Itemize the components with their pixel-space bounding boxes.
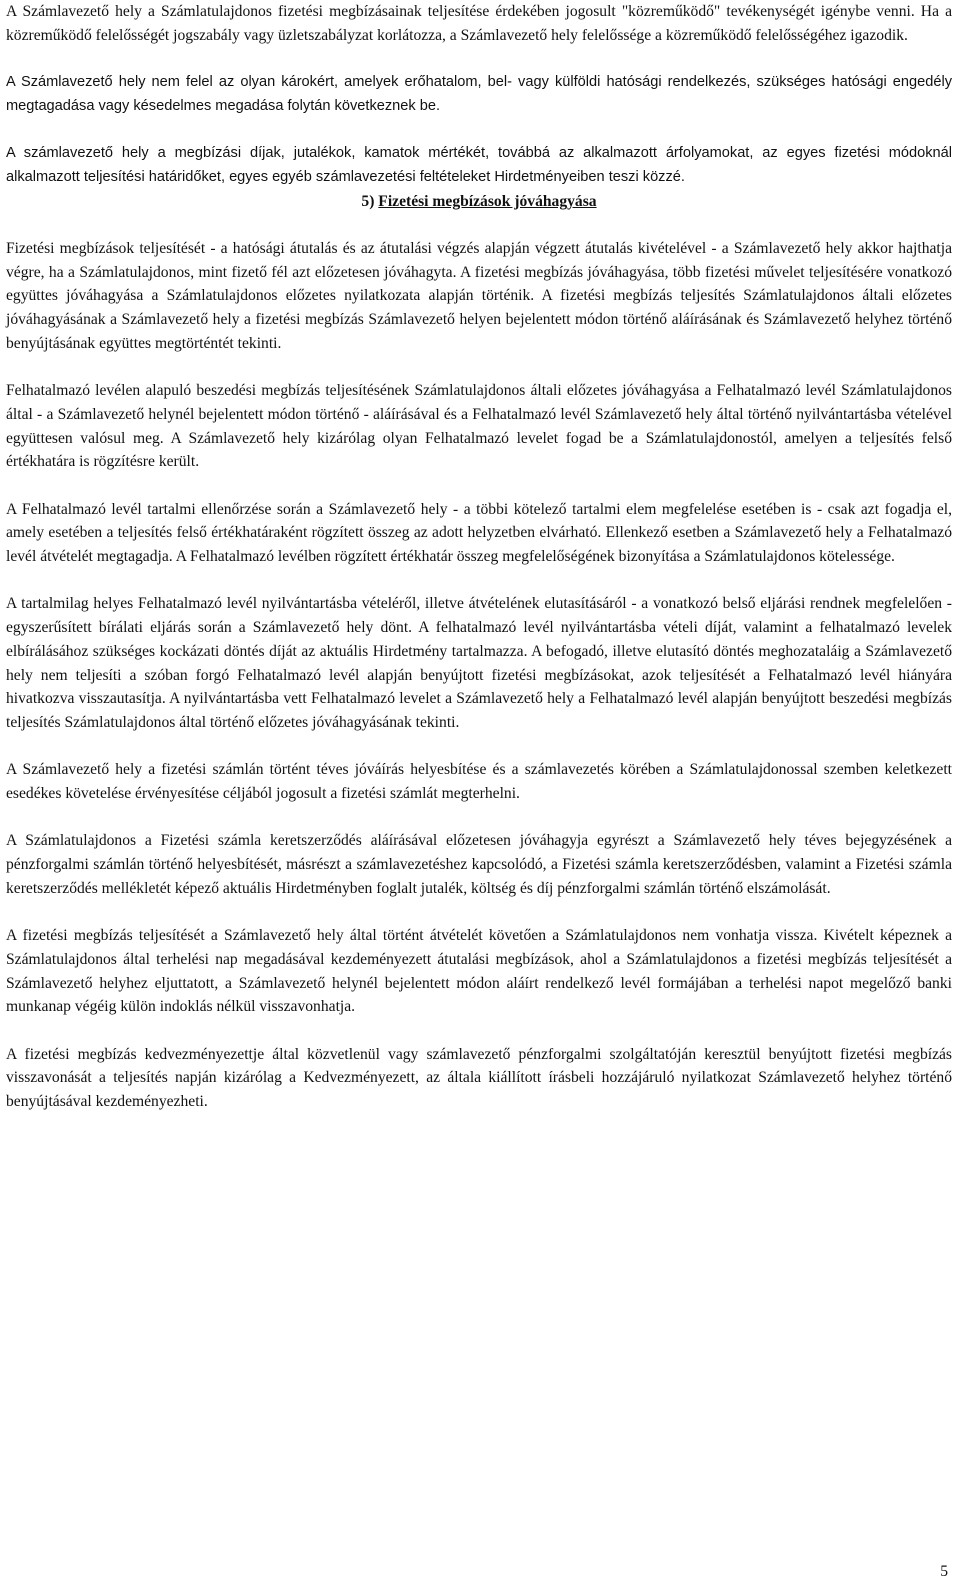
page-number: 5 <box>940 1563 948 1580</box>
paragraph-revocation: A fizetési megbízás teljesítését a Számlavezető hely által történt átvételét követően a Számlatulajdonos nem vonhatja vissza. Kivételt képeznek a Számlatulajdonos által terhelési nap megadásával kezdeményezett átutalási megbízások, ahol a Számlatulajdonos a fizetési megbízás teljesítését a Számlavezető helyhez eljuttatott, a Számlavezető helynél bejelentett módon aláírt rendelkező levél formájában a terhelési napot megelőző banki munkanap végéig külön indoklás nélkül visszavonhatja. <box>6 927 952 1016</box>
paragraph-beneficiary-revocation: A fizetési megbízás kedvezményezettje által közvetlenül vagy számlavezető pénzforgalmi szolgáltatóján keresztül benyújtott fizetési megbízás visszavonását a teljesítés napján kizárólag a Kedvezményezett, az általa kiállított írásbeli hozzájáruló nyilatkozat Számlavezető helyhez történő benyújtásával kezdeményezheti. <box>6 1045 952 1111</box>
paragraph-force-majeure: A Számlavezető hely nem felel az olyan károkért, amelyek erőhatalom, bel- vagy külföldi hatósági rendelkezés, szükséges hatósági engedély megtagadása vagy késedelmes megadása folytán következnek be. <box>6 74 952 114</box>
document-page <box>6 0 952 1114</box>
paragraph-approval-payment-orders: Fizetési megbízások teljesítését - a hatósági átutalás és az átutalási végzés alapján végzett átutalás kivételével - a Számlavezető hely akkor hajthatja végre, ha a Számlatulajdonos, mint fizető fél azt előzetesen jóváhagyta. A fizetési megbízás jóváhagyása, több fizetési művelet teljesítésére vonatkozó együttes jóváhagyása a Számlatulajdonos előzetes nyilatkozata alapján történik. A fizetési megbízás teljesítés Számlatulajdonos általi előzetes jóváhagyásának a Számlavezető hely a fizetési megbízás Számlavezető helyen bejelentett módon történő aláírásának és Számlavezető helyhez történő benyújtásának együttes megtörténtét tekinti. <box>6 239 952 352</box>
paragraph-fees-announcement: A számlavezető hely a megbízási díjak, jutalékok, kamatok mértékét, továbbá az alkalmazott árfolyamokat, az egyes fizetési módoknál alkalmazott teljesítési határidőket, egyes egyéb számlavezetési feltételeket Hirdetményeiben teszi közzé. <box>6 145 952 185</box>
paragraph-authorization-letter-approval: Felhatalmazó levélen alapuló beszedési megbízás teljesítésének Számlatulajdonos általi előzetes jóváhagyása a Felhatalmazó levél Számlatulajdonos által - a Számlavezető helynél bejelentett módon történő - aláírásával és a Felhatalmazó levél Számlavezető hely által történő nyilvántartásba vételével együttesen valósul meg. A Számlavezető hely kizárólag olyan Felhatalmazó levelet fogad be a Számlatulajdonostól, amelyen a teljesítés felső értékhatára is rögzítésre került. <box>6 382 952 471</box>
paragraph-authorization-letter-check: A Felhatalmazó levél tartalmi ellenőrzése során a Számlavezető hely - a többi kötelező tartalmi elem megfelelése esetében is - csak azt fogadja el, amely esetében a teljesítés felső értékhatáraként rögzített összeg az adott helyzetben elvárható. Ellenkező esetben a Számlavezető hely a Felhatalmazó levél átvételét megtagadja. A Felhatalmazó levélben rögzített értékhatár összeg megfelelőségének bizonyítása a Számlatulajdonos kötelessége. <box>6 500 952 566</box>
paragraph-prior-approval-contract: A Számlatulajdonos a Fizetési számla keretszerződés aláírásával előzetesen jóváhagyja egyrészt a Számlavezető hely téves bejegyzésének a pénzforgalmi számlán történő helyesbítését, másrészt a számlavezetéshez kapcsolódó, a Fizetési számla keretszerződésben, valamint a Fizetési számla keretszerződés mellékletét képező aktuális Hirdetményben foglalt jutalék, költség és díj pénzforgalmi számlán történő elszámolását. <box>6 832 952 897</box>
section-number: 5) <box>361 192 375 210</box>
section-heading <box>6 190 952 214</box>
section-title: Fizetési megbízások jóváhagyása <box>378 192 597 210</box>
paragraph-authorization-letter-registration: A tartalmilag helyes Felhatalmazó levél nyilvántartásba vételéről, illetve átvételének elutasításáról - a vonatkozó belső eljárási rendnek megfelelően - egyszerűsített bírálati eljárás során a Számlavezető hely dönt. A felhatalmazó levél nyilvántartásba vételi díját, valamint a felhatalmazó levelek elbírálásához szükséges kockázati döntés díját az aktuális Hirdetmény tartalmazza. A befogadó, illetve elutasító döntés meghozataláig a Számlavezető hely nem teljesíti a szóban forgó Felhatalmazó levél alapján benyújtott fizetési megbízásokat, azok teljesítését a Felhatalmazó levél hiányára hivatkozva visszautasítja. A nyilvántartásba vett Felhatalmazó levelet a Számlavezető hely a Felhatalmazó levél alapján benyújtott beszedési megbízás teljesítés Számlatulajdonos által történő előzetes jóváhagyásának tekinti. <box>6 595 952 731</box>
paragraph-intermediary: A Számlavezető hely a Számlatulajdonos fizetési megbízásainak teljesítése érdekében jogosult "közreműködő" tevékenységét igénybe venni. Ha a közreműködő felelősségét jogszabály vagy üzletszabályzat korlátozza, a Számlavezető hely felelőssége a közreműködő felelősségéhez igazodik. <box>6 3 952 44</box>
paragraph-account-debit-right: A Számlavezető hely a fizetési számlán történt téves jóváírás helyesbítése és a számlavezetés körében a Számlatulajdonossal szemben keletkezett esedékes követelése érvényesítése céljából jogosult a fizetési számlát megterhelni. <box>6 761 952 803</box>
